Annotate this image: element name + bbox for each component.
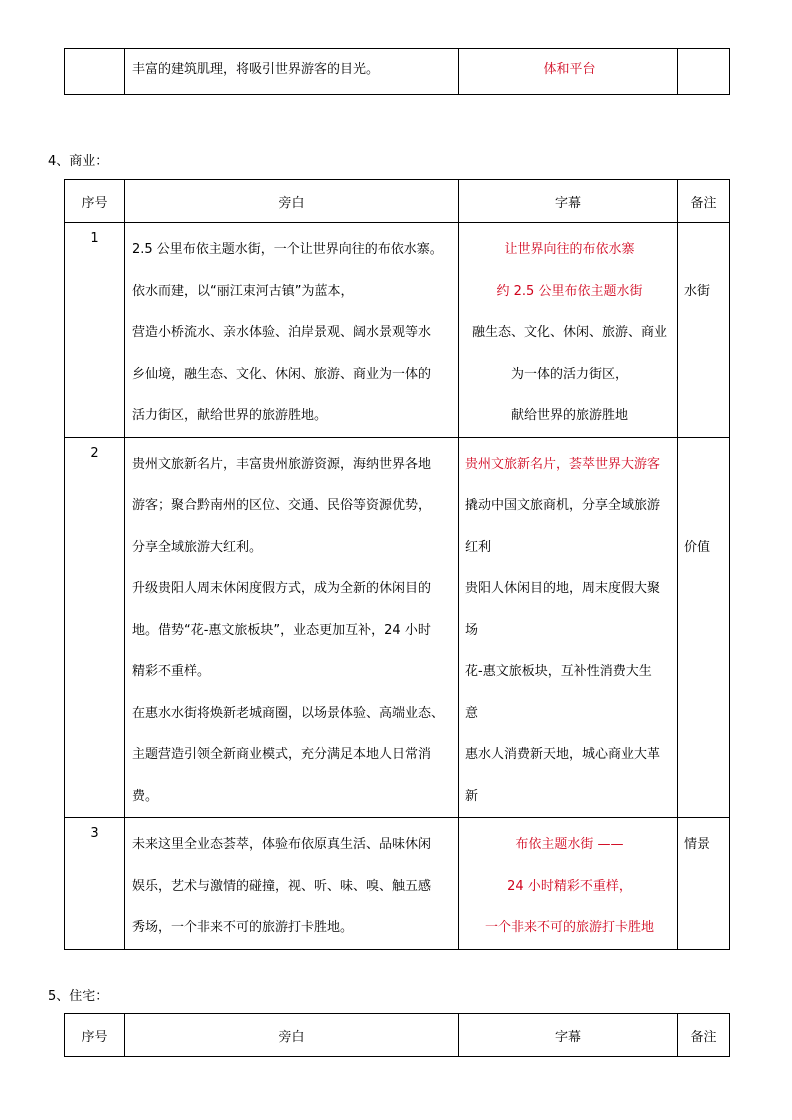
row-narration bbox=[125, 223, 459, 438]
narration-line: 娱乐，艺术与激情的碰撞，视、听、味、嗅、触五感 bbox=[132, 878, 432, 894]
subtitle-line: 融生态、文化、休闲、旅游、商业 bbox=[471, 325, 667, 340]
narration-line: 升级贵阳人周末休闲度假方式，成为全新的休闲目的 bbox=[132, 581, 432, 596]
header-subtitle: 字幕 bbox=[459, 1014, 678, 1057]
row-note: 水街 bbox=[678, 223, 730, 438]
narration-line: 未来这里全业态荟萃，体验布依原真生活、品味休闲 bbox=[132, 837, 432, 852]
table-header-row bbox=[65, 1014, 730, 1057]
section-4-title: 4、商业： bbox=[48, 154, 109, 169]
top-table-note-cell bbox=[678, 49, 730, 95]
subtitle-line: 红利 bbox=[465, 539, 492, 555]
table-row bbox=[65, 818, 730, 950]
top-table-subtitle: 体和平台 bbox=[459, 49, 678, 95]
narration-line: 乡仙境，融生态、文化、休闲、旅游、商业为一体的 bbox=[132, 366, 432, 382]
row-no: 1 bbox=[65, 223, 125, 438]
subtitle-line: 惠水人消费新天地，城心商业大革 bbox=[465, 747, 661, 762]
row-subtitle bbox=[459, 437, 678, 818]
top-table-narration: 丰富的建筑肌理，将吸引世界游客的目光。 bbox=[125, 49, 459, 95]
top-table-no-cell bbox=[65, 49, 125, 95]
narration-line: 营造小桥流水、亲水体验、泊岸景观、阔水景观等水 bbox=[132, 325, 432, 340]
narration-line: 依水而建，以“丽江束河古镇”为蓝本， bbox=[132, 283, 354, 299]
residence-table bbox=[64, 1013, 730, 1057]
narration-line: 费。 bbox=[132, 788, 159, 804]
row-narration bbox=[125, 437, 459, 818]
narration-line: 贵州文旅新名片，丰富贵州旅游资源，海纳世界各地 bbox=[132, 456, 432, 472]
header-no: 序号 bbox=[65, 1014, 125, 1057]
narration-line: 秀场，一个非来不可的旅游打卡胜地。 bbox=[132, 920, 354, 935]
header-no: 序号 bbox=[65, 180, 125, 223]
row-no: 2 bbox=[65, 437, 125, 818]
narration-line: 活力街区，献给世界的旅游胜地。 bbox=[132, 408, 328, 423]
header-note: 备注 bbox=[678, 180, 730, 223]
narration-line: 分享全域旅游大红利。 bbox=[132, 539, 263, 555]
narration-line: 2.5 公里布依主题水街，一个让世界向往的布依水寨。 bbox=[132, 242, 443, 257]
subtitle-line: 一个非来不可的旅游打卡胜地 bbox=[484, 920, 654, 935]
narration-line: 精彩不重样。 bbox=[132, 664, 211, 679]
header-narration: 旁白 bbox=[125, 180, 459, 223]
header-narration: 旁白 bbox=[125, 1014, 459, 1057]
subtitle-line: 意 bbox=[465, 705, 479, 721]
row-subtitle bbox=[459, 818, 678, 950]
subtitle-line: 献给世界的旅游胜地 bbox=[510, 408, 628, 423]
top-table bbox=[64, 48, 730, 95]
narration-line: 地。借势“花-惠文旅板块”，业态更加互补，24 小时 bbox=[132, 622, 431, 638]
row-note: 情景 bbox=[678, 818, 730, 950]
subtitle-line: 贵州文旅新名片，荟萃世界大游客 bbox=[465, 456, 661, 472]
header-subtitle: 字幕 bbox=[459, 180, 678, 223]
subtitle-line: 约 2.5 公里布依主题水街 bbox=[496, 283, 643, 299]
subtitle-line: 24 小时精彩不重样， bbox=[507, 878, 632, 894]
row-no: 3 bbox=[65, 818, 125, 950]
subtitle-line: 新 bbox=[465, 788, 479, 804]
table-header-row bbox=[65, 180, 730, 223]
subtitle-line: 场 bbox=[465, 622, 479, 638]
header-note: 备注 bbox=[678, 1014, 730, 1057]
row-note: 价值 bbox=[678, 437, 730, 818]
table-row bbox=[65, 223, 730, 438]
section-5-title: 5、住宅： bbox=[48, 989, 109, 1004]
subtitle-line: 为一体的活力街区， bbox=[510, 366, 628, 382]
subtitle-line: 撬动中国文旅商机，分享全域旅游 bbox=[465, 498, 661, 513]
subtitle-line: 花-惠文旅板块，互补性消费大生 bbox=[465, 664, 652, 679]
subtitle-line: 贵阳人休闲目的地，周末度假大聚 bbox=[465, 581, 661, 596]
row-narration bbox=[125, 818, 459, 950]
narration-line: 主题营造引领全新商业模式，充分满足本地人日常消 bbox=[132, 747, 432, 762]
subtitle-line: 布依主题水街 —— bbox=[515, 837, 624, 852]
commerce-table bbox=[64, 179, 730, 950]
narration-line: 游客；聚合黔南州的区位、交通、民俗等资源优势， bbox=[132, 498, 432, 513]
narration-line: 在惠水水街将焕新老城商圈，以场景体验、高端业态、 bbox=[132, 705, 445, 721]
subtitle-line: 让世界向往的布依水寨 bbox=[504, 242, 635, 257]
row-subtitle bbox=[459, 223, 678, 438]
table-row bbox=[65, 437, 730, 818]
